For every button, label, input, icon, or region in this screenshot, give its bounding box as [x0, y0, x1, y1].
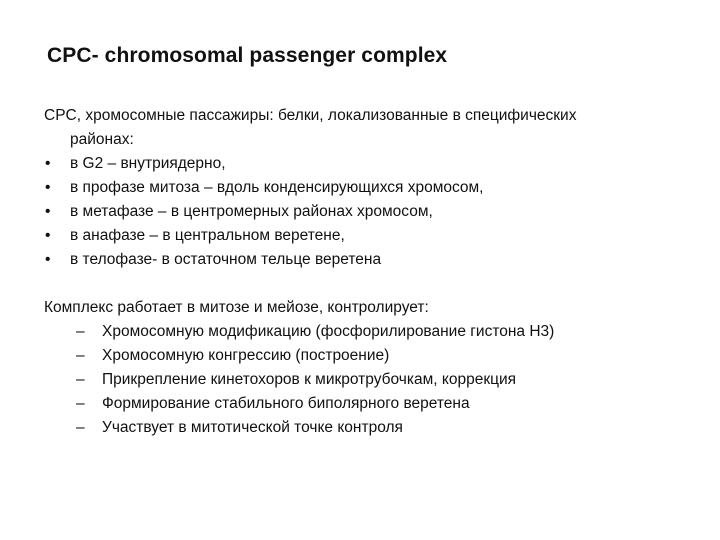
dash-item	[44, 416, 684, 440]
bullet-icon: •	[45, 155, 51, 172]
bullet-text: в анафазе – в центральном веретене,	[70, 227, 345, 244]
dash-item	[44, 368, 684, 392]
slide-title: CPC- chromosomal passenger complex	[47, 44, 448, 67]
bullet-item	[44, 176, 684, 200]
dash-text: Хромосомную конгрессию (построение)	[102, 347, 390, 364]
bullet-text: в телофазе- в остаточном тельце веретена	[70, 251, 382, 268]
dash-item	[44, 320, 684, 344]
section-spacer	[44, 272, 684, 296]
bullet-text: в профазе митоза – вдоль конденсирующихся хромосом,	[70, 179, 484, 196]
dash-icon: –	[76, 371, 85, 388]
bullet-item	[44, 224, 684, 248]
bullet-icon: •	[45, 227, 51, 244]
bullet-icon: •	[45, 203, 51, 220]
stage-bullet-list	[44, 152, 684, 272]
bullet-text: в G2 – внутриядерно,	[70, 155, 226, 172]
dash-icon: –	[76, 395, 85, 412]
bullet-text: в метафазе – в центромерных районах хромосом,	[70, 203, 433, 220]
dash-item	[44, 344, 684, 368]
slide-body	[44, 104, 684, 440]
bullet-item	[44, 200, 684, 224]
bullet-icon: •	[45, 251, 51, 268]
intro-paragraph	[44, 104, 684, 152]
dash-text: Формирование стабильного биполярного веретена	[102, 395, 470, 412]
dash-icon: –	[76, 347, 85, 364]
dash-text: Хромосомную модификацию (фосфорилирование гистона Н3)	[102, 323, 555, 340]
dash-icon: –	[76, 419, 85, 436]
bullet-item	[44, 248, 684, 272]
complex-intro: Комплекс работает в митозе и мейозе, контролирует:	[44, 299, 429, 316]
dash-icon: –	[76, 323, 85, 340]
dash-item	[44, 392, 684, 416]
intro-line-1: CPC, хромосомные пассажиры: белки, локализованные в специфических	[44, 107, 577, 124]
intro-line-2: районах:	[70, 131, 134, 148]
function-dash-list	[44, 320, 684, 440]
bullet-icon: •	[45, 179, 51, 196]
bullet-item	[44, 152, 684, 176]
dash-text: Участвует в митотической точке контроля	[102, 419, 403, 436]
dash-text: Прикрепление кинетохоров к микротрубочкам, коррекция	[102, 371, 517, 388]
